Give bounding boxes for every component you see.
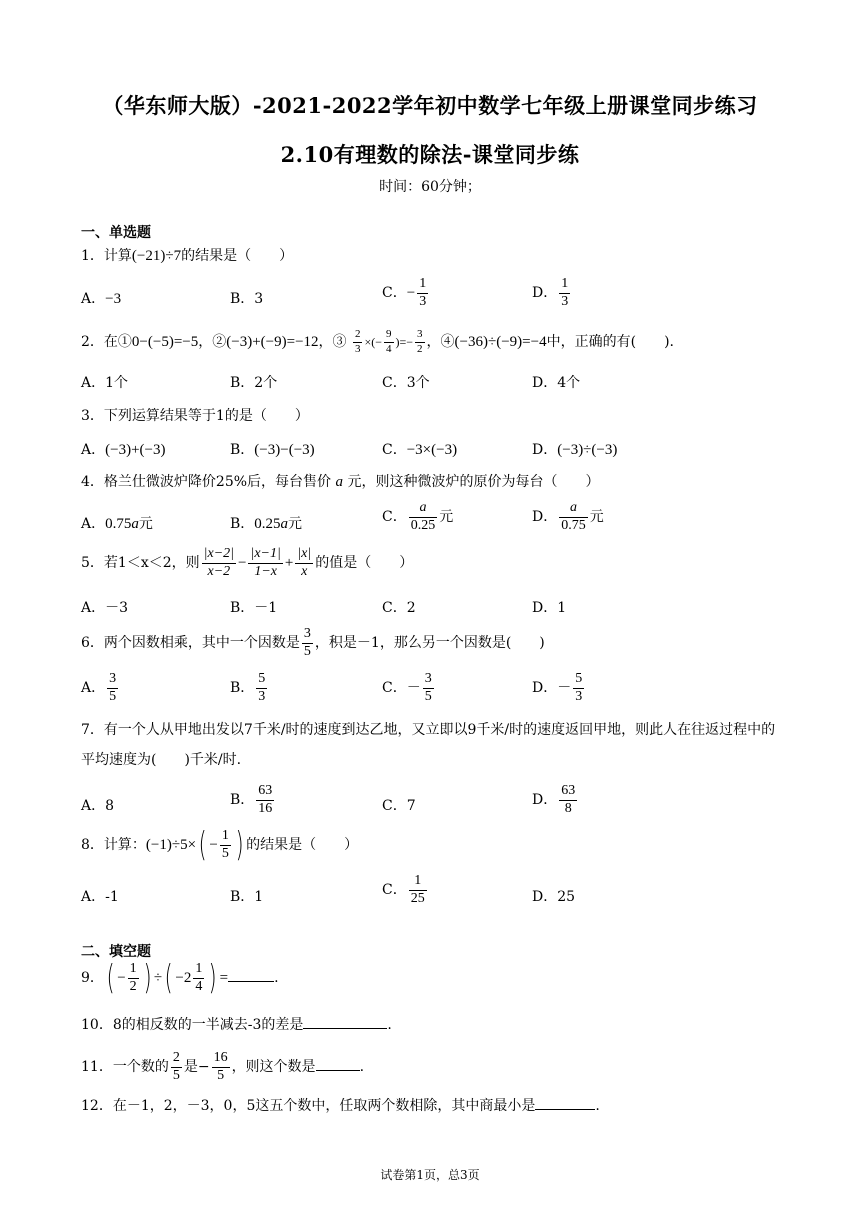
question-12: 12．在－1，2，－3，0，5这五个数中，任取两个数相除，其中商最小是 . <box>81 1095 790 1116</box>
q6-option-c[interactable]: C．－ $\frac{3}{5}$ <box>382 671 432 704</box>
q5-option-d[interactable]: D．1 <box>532 600 567 616</box>
q2-option-a[interactable]: A．1个 <box>81 375 129 391</box>
answer-blank-9[interactable] <box>228 967 274 982</box>
q8-option-a[interactable]: A．-1 <box>81 889 119 905</box>
q7-option-d[interactable]: D． $\frac{63}{8}$ <box>532 783 576 816</box>
time-limit: 时间：60分钟； <box>379 179 481 195</box>
question-4: 4．格兰仕微波炉降价25%后，每台售价 a 元，则这种微波炉的原价为每台（ ） <box>81 474 600 490</box>
q8-option-d[interactable]: D．25 <box>532 889 576 905</box>
document-title: （华东师大版）-2021-2022学年初中数学七年级上册课堂同步练习 <box>102 93 758 118</box>
question-10: 10．8的相反数的一半减去-3的差是 . <box>81 1014 790 1035</box>
q3-option-a[interactable]: A．(−3)+(−3) <box>81 442 166 458</box>
q1-option-c[interactable]: C．− $\frac{1}{3}$ <box>382 276 427 309</box>
q6-option-a[interactable]: A． $\frac{3}{5}$ <box>81 671 117 704</box>
question-2: 2．在①0−(−5)=−5，②(−3)+(−9)=−12，③ $\frac{2}{3}$ ×(− $\frac{9}{4}$ )=− $\frac{3}{2}$ ，④(−36)÷(−9)=−4中，正确的有( ). <box>81 328 674 355</box>
q7-option-c[interactable]: C．7 <box>382 798 416 814</box>
q1-option-b[interactable]: B．3 <box>230 291 264 307</box>
question-3: 3．下列运算结果等于1的是（ ） <box>81 408 309 424</box>
q6-option-d[interactable]: D．－ $\frac{5}{3}$ <box>532 671 583 704</box>
q8-option-b[interactable]: B．1 <box>230 889 264 905</box>
question-9: 9．( − $\frac{1}{2}$ ) ÷( −2 $\frac{1}{4}$ ) = . <box>81 958 279 998</box>
q4-option-c[interactable]: C． $\frac{a}{0.25}$ 元 <box>382 500 454 533</box>
q4-option-a[interactable]: A．0.75a元 <box>81 516 153 532</box>
question-5: 5．若1＜x＜2，则 $\frac{|x-2|}{x-2}$ − $\frac{|x-1|}{1-x}$ + $\frac{|x|}{x}$ 的值是（ ） <box>81 546 414 579</box>
q6-option-b[interactable]: B． $\frac{5}{3}$ <box>230 671 266 704</box>
q3-option-c[interactable]: C．−3×(−3) <box>382 442 458 458</box>
answer-blank-10[interactable] <box>303 1014 387 1029</box>
q7-option-a[interactable]: A．8 <box>81 798 115 814</box>
answer-blank-11[interactable] <box>316 1056 360 1071</box>
q3-option-b[interactable]: B．(−3)−(−3) <box>230 442 315 458</box>
q2-option-b[interactable]: B．2个 <box>230 375 278 391</box>
question-11: 11．一个数的 $\frac{2}{5}$ 是− $\frac{16}{5}$ ，则这个数是 . <box>81 1050 365 1083</box>
question-1: 1．计算(−21)÷7的结果是（ ） <box>81 248 294 264</box>
question-7: 7．有一个人从甲地出发以7千米/时的速度到达乙地，又立即以9千米/时的速度返回甲地，则此人在往返过程中的平均速度为( )千米/时. <box>81 722 776 768</box>
question-6: 6．两个因数相乘，其中一个因数是 $\frac{3}{5}$ ，积是－1，那么另一个因数是( ) <box>81 626 545 659</box>
q1-option-d[interactable]: D． $\frac{1}{3}$ <box>532 276 569 309</box>
document-subtitle: 2.10有理数的除法-课堂同步练 <box>280 142 580 167</box>
q4-option-b[interactable]: B．0.25a元 <box>230 516 303 532</box>
q2-option-c[interactable]: C．3个 <box>382 375 430 391</box>
section-fill-blank: 二、填空题 <box>81 944 151 960</box>
q2-option-d[interactable]: D．4个 <box>532 375 581 391</box>
q5-option-b[interactable]: B．－1 <box>230 600 278 616</box>
q4-option-d[interactable]: D． $\frac{a}{0.75}$ 元 <box>532 500 604 533</box>
page-footer: 试卷第1页，总3页 <box>380 1168 480 1182</box>
q5-option-a[interactable]: A．－3 <box>81 600 129 616</box>
q8-option-c[interactable]: C． $\frac{1}{25}$ <box>382 873 425 906</box>
q3-option-d[interactable]: D．(−3)÷(−3) <box>532 442 618 458</box>
q7-option-b[interactable]: B． $\frac{63}{16}$ <box>230 783 273 816</box>
answer-blank-12[interactable] <box>535 1095 595 1110</box>
question-8: 8．计算：(−1)÷5×( − $\frac{1}{5}$ ) 的结果是（ ） <box>81 825 359 865</box>
q1-option-a[interactable]: A．−3 <box>81 291 122 307</box>
section-single-choice: 一、单选题 <box>81 225 151 241</box>
q5-option-c[interactable]: C．2 <box>382 600 416 616</box>
